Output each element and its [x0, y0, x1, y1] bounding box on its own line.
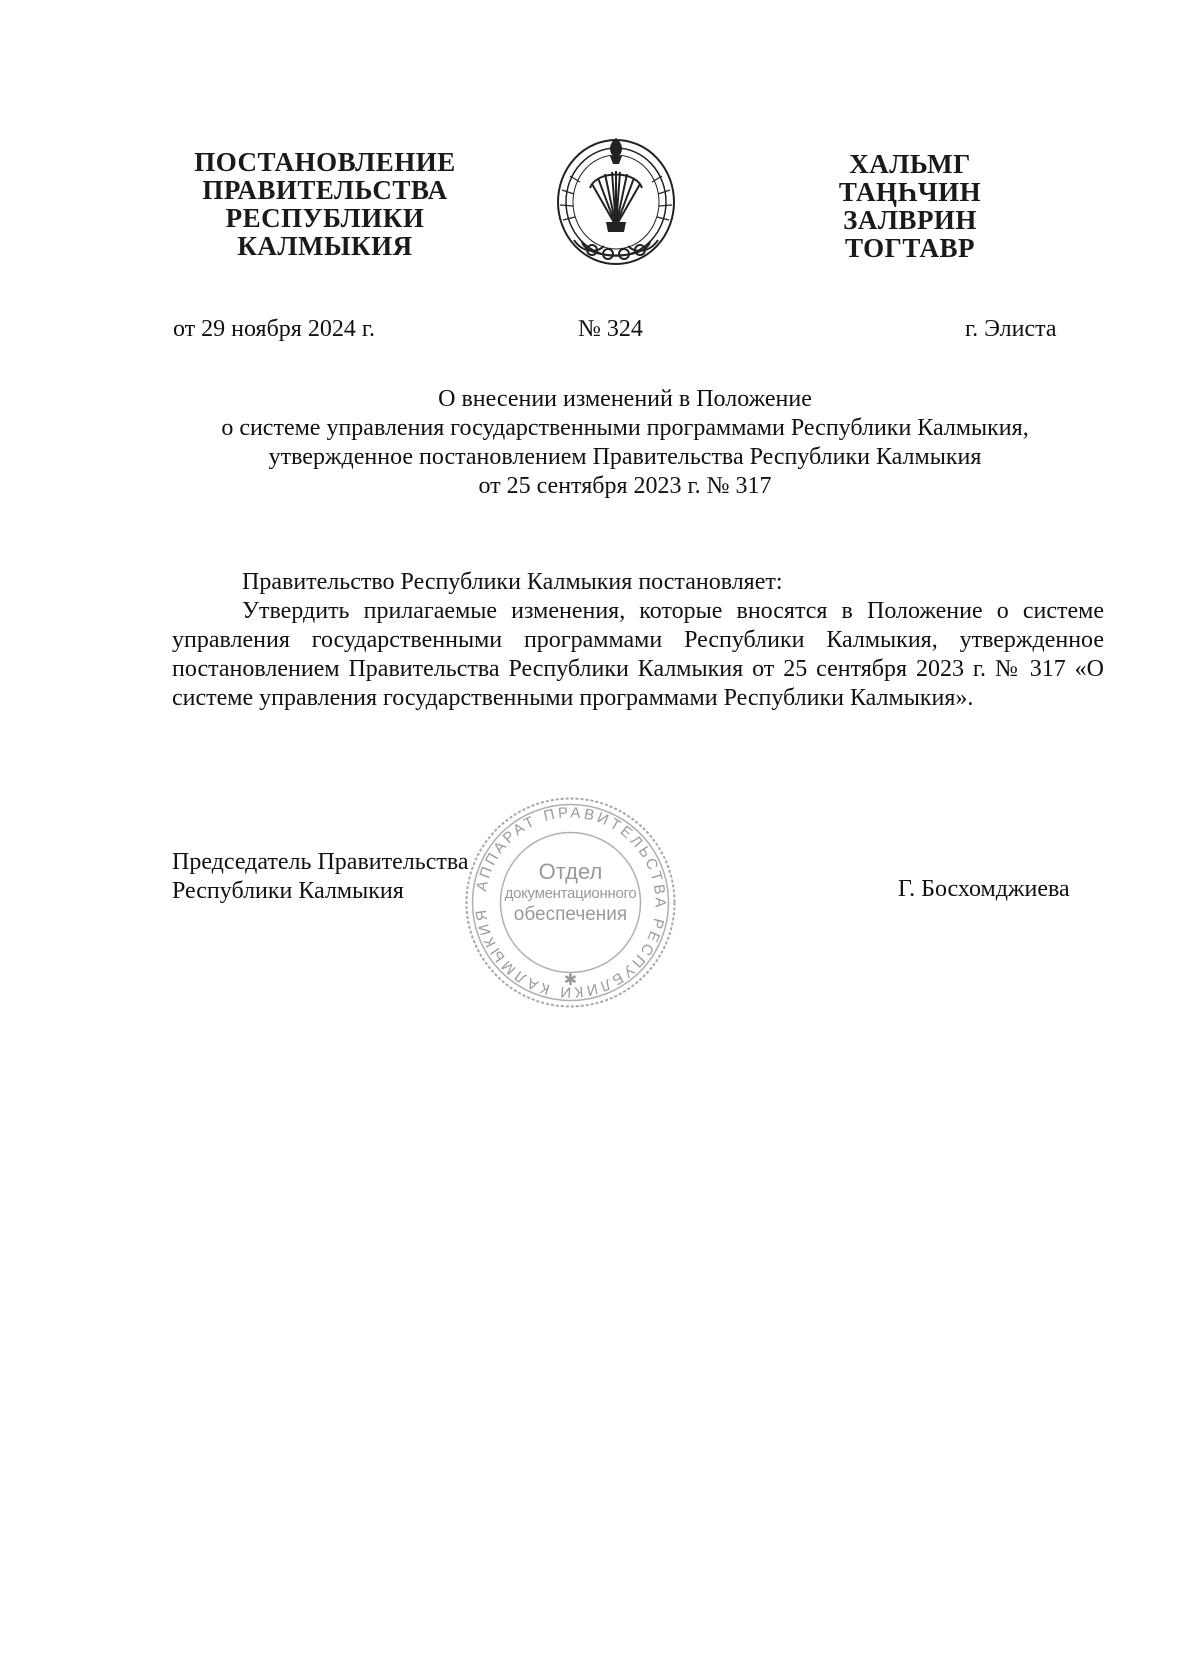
- document-body: [172, 568, 1104, 713]
- header-left-line: ПОСТАНОВЛЕНИЕ: [194, 147, 456, 177]
- stamp-ring-text: АППАРАТ ПРАВИТЕЛЬСТВА РЕСПУБЛИКИ КАЛМЫКИЯ: [472, 804, 669, 1001]
- resolution-paragraph: Утвердить прилагаемые изменения, которые вносятся в Положение о системе управления государственными программами Республики Калмыкия, утвержденное постановлением Правительства Республики Калмыкия от 25 сентября 2023 г. № 317 «О системе управления государственными программами Республики Калмыкия».: [172, 598, 1104, 711]
- header-right-line: ХАЛЬМГ: [849, 149, 971, 179]
- header-left-line: ПРАВИТЕЛЬСТВА: [202, 175, 448, 205]
- header-right-kalmyk: [815, 150, 1005, 262]
- title-line: о системе управления государственными программами Республики Калмыкия,: [221, 415, 1029, 441]
- header-right-line: ТАҢҺЧИН: [838, 177, 982, 207]
- signatory-position-line: Республики Калмыкия: [172, 878, 404, 904]
- kalmykia-coat-of-arms-icon: [552, 130, 680, 270]
- signatory-name: Г. Босхомджиева: [898, 876, 1070, 902]
- header-left-line: РЕСПУБЛИКИ: [225, 203, 425, 233]
- document-city: г. Элиста: [965, 316, 1057, 342]
- header-left-russian: [190, 148, 460, 260]
- stamp-inner-text: [463, 860, 678, 926]
- document-number: № 324: [578, 316, 643, 342]
- stamp-line: обеспечения: [513, 904, 628, 925]
- stamp-line: Отдел: [538, 859, 603, 884]
- document-title: [160, 385, 1090, 501]
- signatory-position-line: Председатель Правительства: [172, 849, 469, 875]
- title-line: утвержденное постановлением Правительства Республики Калмыкия: [268, 444, 982, 470]
- title-line: от 25 сентября 2023 г. № 317: [478, 473, 772, 499]
- title-line: О внесении изменений в Положение: [438, 386, 812, 412]
- stamp-line: документационного: [504, 885, 637, 902]
- svg-text:✱: ✱: [563, 972, 578, 989]
- header-right-line: ТОГТАВР: [845, 233, 975, 263]
- signatory-position: [172, 848, 469, 906]
- header-left-line: КАЛМЫКИЯ: [237, 231, 413, 261]
- header-right-line: ЗАЛВРИН: [843, 205, 977, 235]
- preamble: Правительство Республики Калмыкия постановляет:: [242, 569, 783, 595]
- document-date: от 29 ноября 2024 г.: [173, 316, 375, 342]
